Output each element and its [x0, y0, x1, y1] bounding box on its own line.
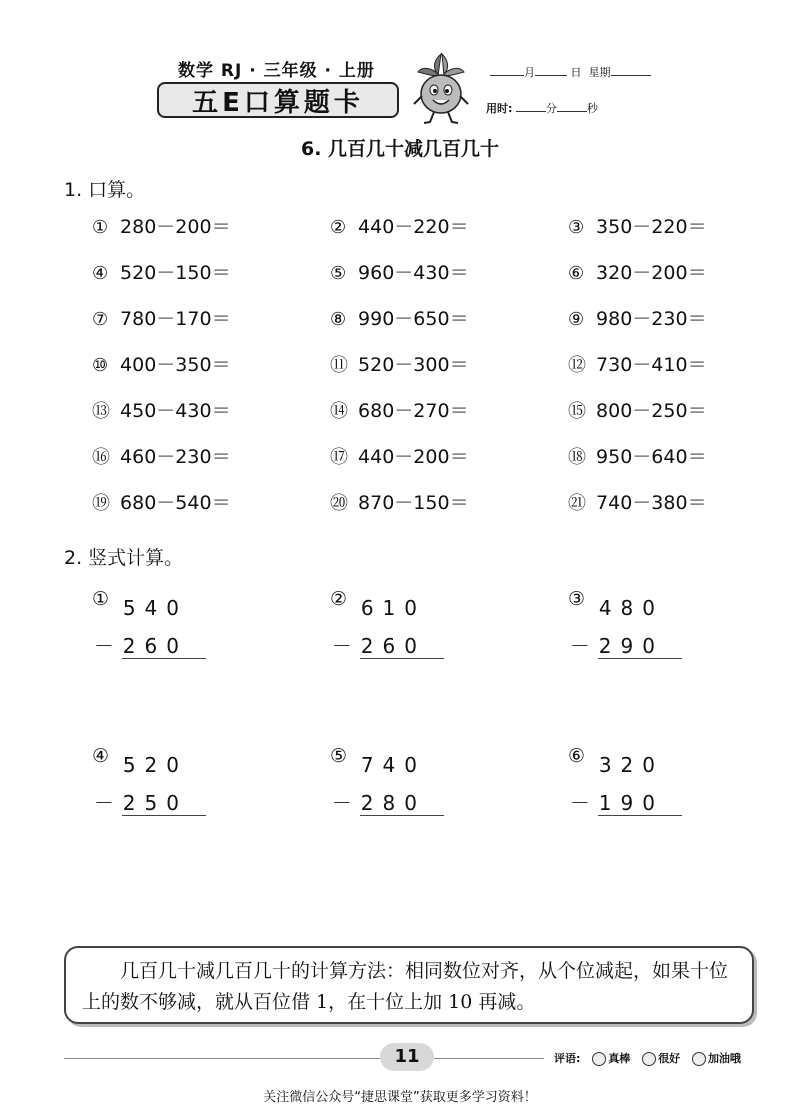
oral-problems-grid: [92, 215, 732, 515]
footer-divider-left: [64, 1058, 380, 1059]
answer-line: [360, 658, 444, 659]
vertical-calc-item: ④ 520 －250: [92, 745, 202, 825]
problem-item: ⑥ 320－200＝: [568, 262, 707, 284]
brand-logo: [157, 82, 399, 118]
problem-item: ⑩ 400－350＝: [92, 354, 231, 376]
vertical-calc-item: ② 610 －260: [330, 588, 440, 668]
footer-divider-right: [434, 1058, 544, 1059]
vertical-calc-item: ③ 480 －290: [568, 588, 678, 668]
answer-line: [598, 815, 682, 816]
vertical-calc-item: ① 540 －260: [92, 588, 202, 668]
problem-item: ⑦ 780－170＝: [92, 308, 231, 330]
problem-item: ⑭ 680－270＝: [330, 400, 469, 422]
cheer-face-icon: [692, 1052, 706, 1066]
section-2-title: 2. 竖式计算。: [64, 547, 184, 569]
rating-row: 评语: 真棒 很好 加油哦: [554, 1052, 741, 1065]
problem-item: ③ 350－220＝: [568, 216, 707, 238]
problem-item: ⑱ 950－640＝: [568, 446, 707, 468]
problem-item: ⑫ 730－410＝: [568, 354, 707, 376]
problem-item: ⑬ 450－430＝: [92, 400, 231, 422]
section-1-title: 1. 口算。: [64, 179, 146, 201]
date-field: 月 日 星期: [490, 64, 651, 80]
page-number: 11: [380, 1043, 434, 1071]
problem-item: ㉑ 740－380＝: [568, 492, 707, 514]
book-series: 数学 RJ · 三年级 · 上册: [178, 61, 375, 81]
method-tip-box: [64, 946, 754, 1024]
method-tip-text: 几百几十减几百几十的计算方法：相同数位对齐，从个位减起，如果十位上的数不够减，就从百位借 1，在十位上加 10 再减。: [82, 960, 729, 1013]
problem-item: ④ 520－150＝: [92, 262, 231, 284]
answer-line: [122, 658, 206, 659]
happy-face-icon: [642, 1052, 656, 1066]
brand-title: 五E口算题卡: [192, 87, 364, 118]
answer-line: [122, 815, 206, 816]
problem-item: ⑳ 870－150＝: [330, 492, 469, 514]
answer-line: [360, 815, 444, 816]
problem-item: ⑲ 680－540＝: [92, 492, 231, 514]
problem-item: ⑤ 960－430＝: [330, 262, 469, 284]
problem-item: ⑨ 980－230＝: [568, 308, 707, 330]
problem-item: ⑮ 800－250＝: [568, 400, 707, 422]
problem-item: ② 440－220＝: [330, 216, 469, 238]
bottom-note: 关注微信公众号“捷思课堂”获取更多学习资料！: [263, 1090, 537, 1105]
problem-item: ⑧ 990－650＝: [330, 308, 469, 330]
problem-item: ⑪ 520－300＝: [330, 354, 469, 376]
smile-face-icon: [592, 1052, 606, 1066]
lesson-title: 6. 几百几十减几百几十: [300, 138, 500, 160]
time-field: 用时: 分 秒: [486, 102, 598, 115]
answer-line: [598, 658, 682, 659]
radish-mascot-icon: [408, 50, 474, 126]
problem-item: ⑯ 460－230＝: [92, 446, 231, 468]
problem-item: ① 280－200＝: [92, 216, 231, 238]
problem-item: ⑰ 440－200＝: [330, 446, 469, 468]
vertical-calc-item: ⑤ 740 －280: [330, 745, 440, 825]
vertical-calc-item: ⑥ 320 －190: [568, 745, 678, 825]
